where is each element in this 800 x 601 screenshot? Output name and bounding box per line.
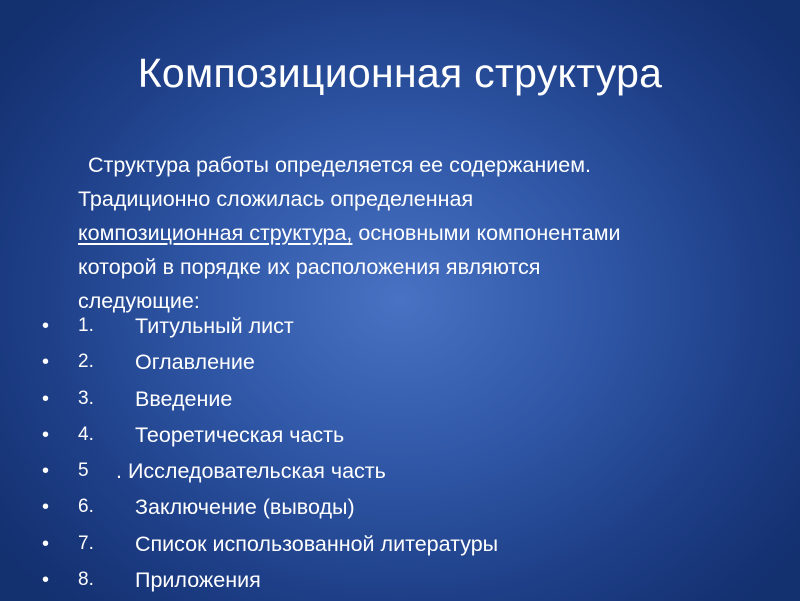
item-number: 2. (78, 351, 94, 373)
bullet-icon: • (42, 496, 50, 519)
item-number: 8. (78, 569, 94, 591)
paragraph-line-1: Структура работы определяется ее содержанием. (88, 153, 591, 177)
list-item (0, 492, 800, 528)
list-item (0, 456, 800, 492)
list-item (0, 347, 800, 383)
paragraph-line-5: следующие: (78, 289, 200, 313)
item-number: 1. (78, 315, 94, 336)
list-item (0, 311, 800, 347)
list-item (0, 420, 800, 456)
item-text: Введение (135, 386, 233, 411)
slide-title: Композиционная структура (137, 50, 663, 96)
item-text: Оглавление (135, 350, 255, 375)
list-item (0, 565, 800, 601)
item-text: Титульный лист (135, 314, 294, 338)
item-number: 5 (78, 460, 89, 482)
bullet-icon: • (42, 460, 50, 483)
list-item (0, 384, 800, 420)
paragraph-line-3 (78, 216, 768, 250)
item-text: Заключение (выводы) (135, 495, 355, 520)
structure-list (0, 311, 800, 601)
paragraph-line-3-rest: основными компонентами (352, 221, 621, 245)
item-text: Список использованной литературы (135, 531, 499, 556)
bullet-icon: • (42, 315, 50, 337)
item-number: 6. (78, 496, 94, 518)
composition-structure-link[interactable]: композиционная структура, (78, 221, 353, 245)
item-number: 4. (78, 423, 94, 445)
item-number: 3. (78, 387, 94, 409)
item-text: . Исследовательская часть (116, 459, 386, 484)
bullet-icon: • (42, 423, 50, 446)
paragraph-line-4: которой в порядке их расположения являются (78, 255, 541, 279)
item-text: Приложения (135, 568, 261, 593)
bullet-icon: • (42, 387, 50, 410)
intro-paragraph (78, 148, 768, 318)
paragraph-line-2: Традиционно сложилась определенная (78, 187, 474, 211)
list-item (0, 529, 800, 565)
bullet-icon: • (42, 569, 50, 592)
bullet-icon: • (42, 351, 50, 374)
bullet-icon: • (42, 532, 50, 555)
item-text: Теоретическая часть (135, 422, 345, 447)
item-number: 7. (78, 532, 94, 554)
